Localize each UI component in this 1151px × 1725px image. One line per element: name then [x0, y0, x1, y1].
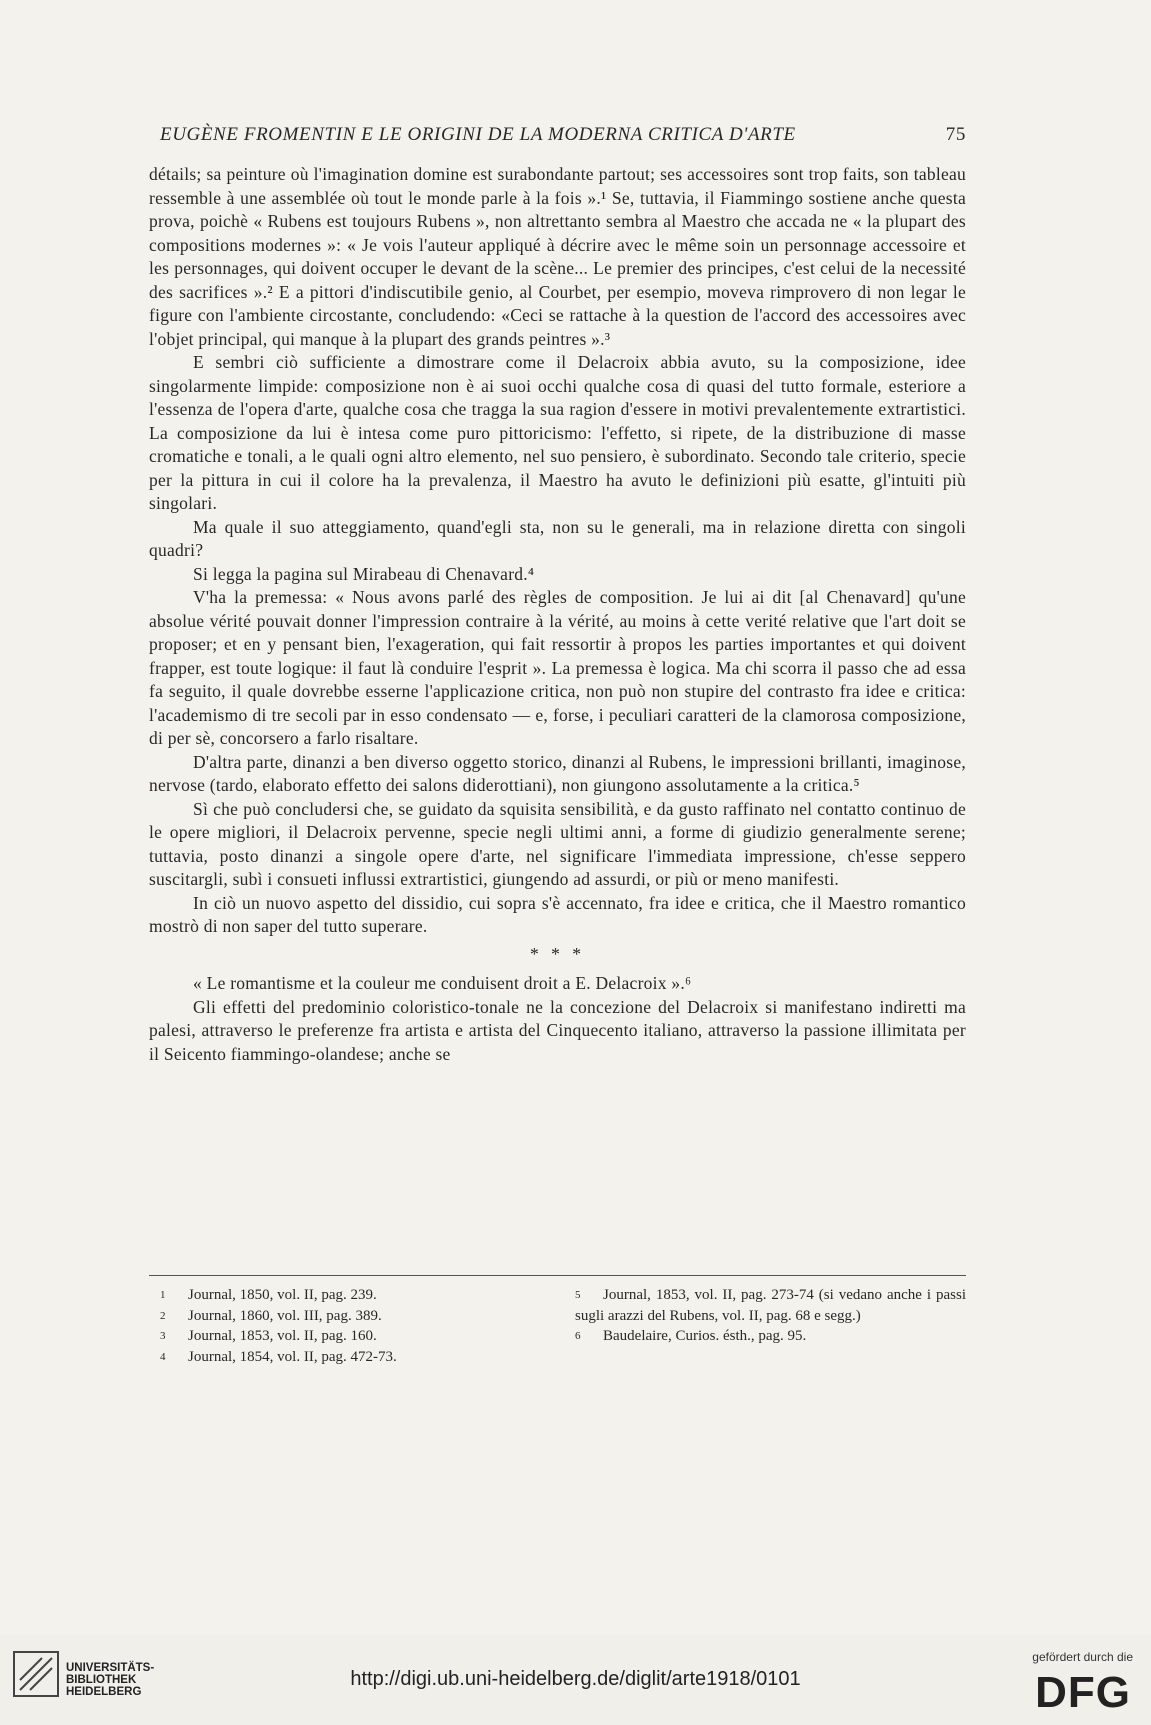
footnote-text: Journal, 1853, vol. II, pag. 273-74 (si vedano anche i passi sugli arazzi del Rubens, vol. II, pag. 68 e segg.) — [575, 1287, 966, 1324]
dfg-logo: DFG — [1035, 1668, 1131, 1717]
footnote-number: 6 — [575, 1330, 581, 1342]
paragraph: détails; sa peinture où l'imagination domine est surabondante partout; ses accessoires sont trop faits, son tableau ressemble à une assemblée où tout le monde parle à la fois ».¹ Se, tuttavia, il Fiammingo sostiene anche questa prova, poichè « Rubens est toujours Rubens », non altrettanto sembra al Maestro che accada ne « la plupart des compositions modernes »: « Je vois l'auteur appliqué à décrire avec le même soin un personnage accessoire et les personnages, qui doivent occuper le devant de la scène... Le premier des principes, c'est celui de la necessité des sacrifices ».² E a pittori d'indiscutibile genio, al Courbet, per esempio, moveva rimprovero di non legar le figure con l'ambiente circostante, concludendo: «Ceci se rattache à la question de l'accord des accessoires avec l'objet principal, qui manque à la plupart des grands peintres ».³ — [149, 164, 966, 349]
footnotes-right-column — [575, 1285, 966, 1347]
footnote-text: Journal, 1850, vol. II, pag. 239. — [188, 1287, 377, 1303]
footnote — [160, 1306, 540, 1327]
paragraph: Sì che può concludersi che, se guidato da squisita sensibilità, e da gusto raffinato nel contatto continuo de le opere migliori, il Delacroix pervenne, specie negli ultimi anni, a forme di giudizio generalmente serene; tuttavia, posto dinanzi a singole opere d'arte, nel significare l'immediata impressione, ch'esse seppero suscitargli, subì i consueti influssi extrartistici, giungendo ad assurdi, or più or meno manifesti. — [149, 798, 966, 889]
paragraph: « Le romantisme et la couleur me conduisent droit a E. Delacroix ».⁶ — [193, 973, 692, 993]
paragraph: Si legga la pagina sul Mirabeau di Chenavard.⁴ — [193, 563, 535, 584]
footnote-text: Baudelaire, Curios. ésth., pag. 95. — [603, 1328, 807, 1344]
paragraph: E sembri ciò sufficiente a dimostrare come il Delacroix abbia avuto, su la composizione, idee singolarmente limpide: composizione non è ai suoi occhi qualche cosa di quasi del tutto formale, esteriore a l'essenza de l'opera d'arte, qualche cosa che tragga la sua ragion d'essere in motivi prevalentemente extrartistici. La composizione da lui è intesa come puro pittoricismo: l'effetto, si ripete, de la distribuzione di masse cromatiche e tonali, a le quali ogni altro elemento, nel suo pensiero, è subordinato. Secondo tale criterio, specie per la pittura in cui il colore ha la prevalenza, il Maestro ha avuto le definizioni più esatte, gl'intuiti più singolari. — [149, 352, 966, 513]
paragraph: V'ha la premessa: « Nous avons parlé des règles de composition. Je lui ai dit [al Chenavard] qu'une absolue vérité pouvait donner l'impression contraire à la vérité, au moins à cette verité relative que l'art doit se proposer; et en y pensant bien, l'exageration, qui fait ressortir à propos les parties importantes et qui doivent frapper, est toute logique: il faut là conduire l'esprit ». La premessa è logica. Ma chi scorra il passo che ad essa fa seguito, il quale dovrebbe esserne l'applicazione critica, non può non stupire del contrasto fra idee e critica: l'academismo di tre secoli par in esso condensato — e, forse, i peculiari caratteri de la clamorosa composizione, di per sè, concorsero a farlo risaltare. — [149, 587, 966, 748]
footnote-number: 2 — [160, 1309, 166, 1322]
paragraph: Ma quale il suo atteggiamento, quand'egli sta, non su le generali, ma in relazione diretta con singoli quadri? — [149, 516, 966, 560]
footnote-rule — [149, 1275, 966, 1276]
library-name-line: UNIVERSITÄTS- — [66, 1662, 155, 1674]
footnote-number: 1 — [160, 1289, 166, 1301]
footnote-text: Journal, 1853, vol. II, pag. 160. — [188, 1328, 377, 1344]
footnote — [160, 1326, 540, 1347]
footnote — [575, 1326, 966, 1347]
paragraph: Gli effetti del predominio coloristico-tonale ne la concezione del Delacroix si manifestano indiretti ma palesi, attraverso le preferenze fra artista e artista del Cinquecento italiano, attraverso la passione illimitata per il Seicento fiammingo-olandese; anche se — [149, 996, 966, 1064]
footnote-number: 4 — [160, 1350, 166, 1363]
footnote — [160, 1285, 540, 1306]
footnote — [575, 1285, 966, 1326]
footnote-number: 3 — [160, 1330, 166, 1342]
footnote-number: 5 — [575, 1289, 581, 1301]
footnote-text: Journal, 1854, vol. II, pag. 472-73. — [188, 1348, 397, 1365]
footnotes-left-column — [160, 1285, 540, 1367]
running-title: EUGÈNE FROMENTIN E LE ORIGINI DE LA MODERNA CRITICA D'ARTE — [160, 124, 796, 145]
library-name-line: HEIDELBERG — [66, 1686, 142, 1698]
permalink-url[interactable]: http://digi.ub.uni-heidelberg.de/diglit/arte1918/0101 — [350, 1668, 801, 1690]
page-number: 75 — [945, 124, 966, 145]
body-text — [149, 163, 966, 1066]
sponsor-text: gefördert durch die — [1032, 1650, 1133, 1664]
paragraph: In ciò un nuovo aspetto del dissidio, cui sopra s'è accennato, fra idee e critica, che il Maestro romantico mostrò di non saper del tutto superare. — [149, 892, 966, 936]
footnote-text: Journal, 1860, vol. III, pag. 389. — [188, 1307, 382, 1324]
footnote — [160, 1347, 540, 1368]
section-separator: * * * — [530, 943, 585, 964]
paragraph: D'altra parte, dinanzi a ben diverso oggetto storico, dinanzi al Rubens, le impressioni brillanti, imaginose, nervose (tardo, elaborato effetto dei salons diderottiani), non giungono assolutamente a la critica.⁵ — [149, 751, 966, 795]
library-name-line: BIBLIOTHEK — [66, 1674, 137, 1686]
